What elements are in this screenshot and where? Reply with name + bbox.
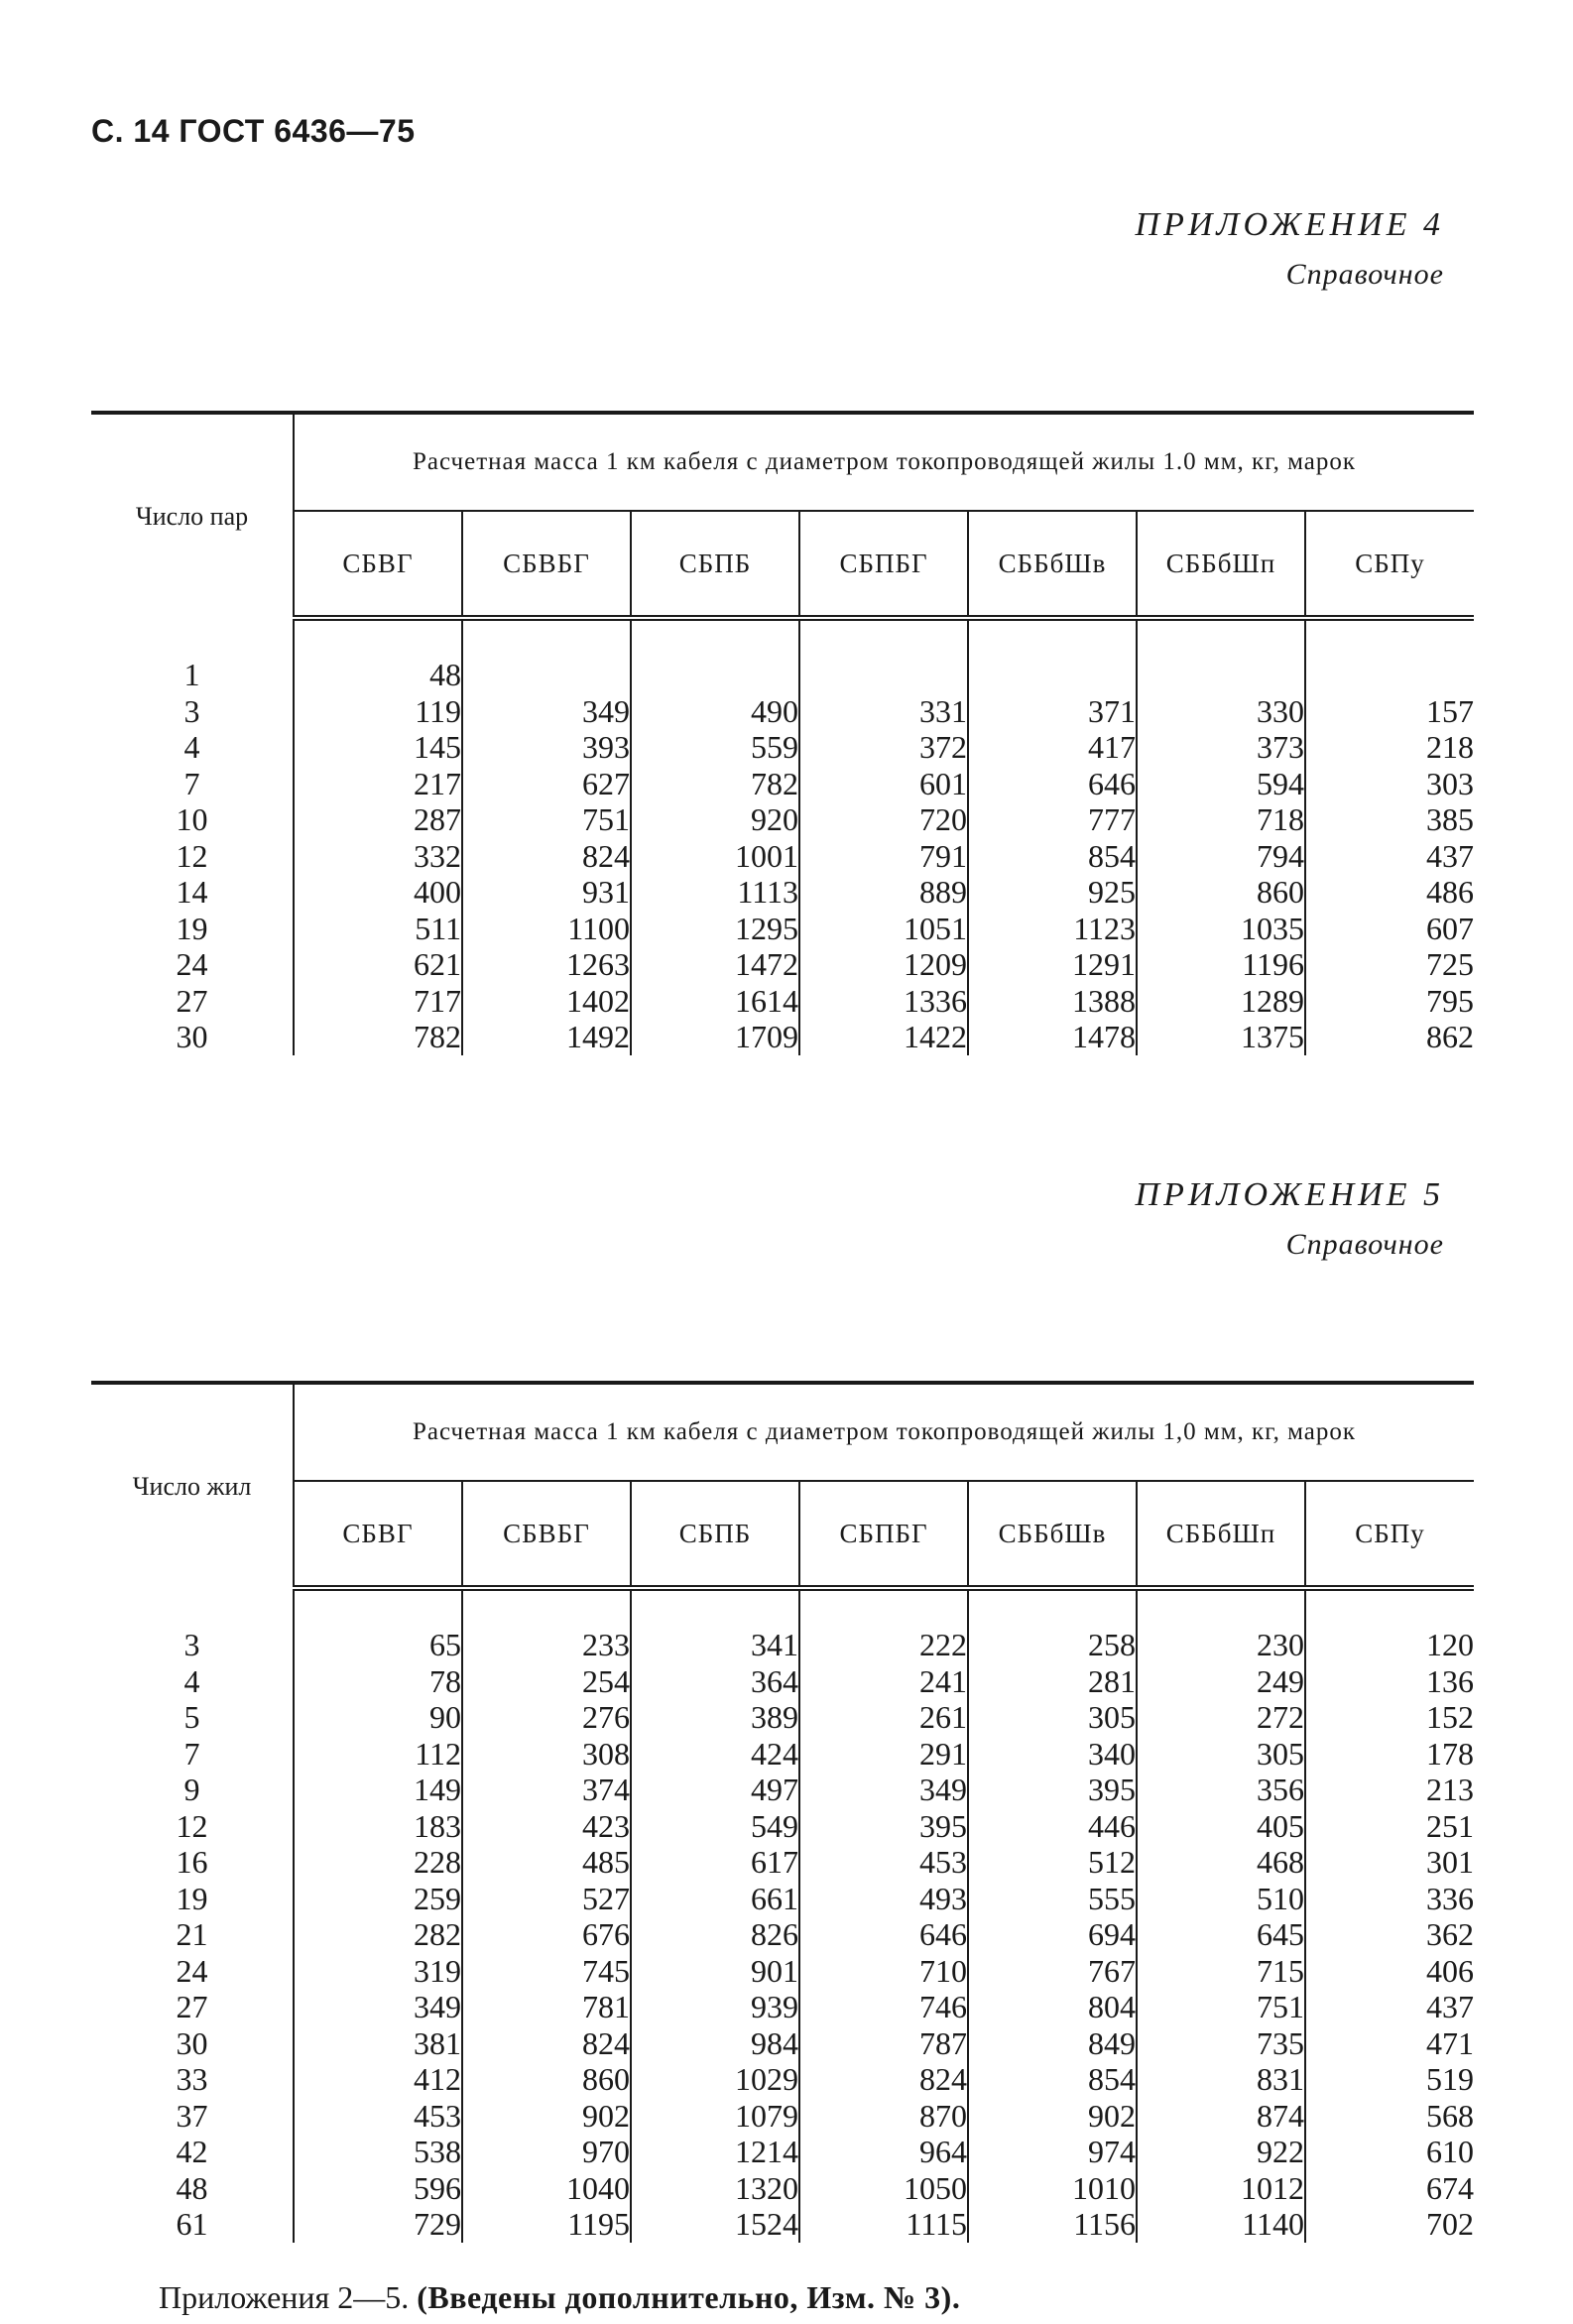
mass-cell: 922 bbox=[1137, 2134, 1305, 2170]
mass-cell: 555 bbox=[968, 1881, 1137, 1917]
mass-cell bbox=[631, 657, 799, 693]
mass-cell: 303 bbox=[1305, 766, 1474, 802]
table-row bbox=[91, 1844, 1474, 1881]
mass-cell: 272 bbox=[1137, 1699, 1305, 1736]
mass-cell: 218 bbox=[1305, 729, 1474, 766]
mass-cell: 824 bbox=[462, 2025, 631, 2062]
mass-cell: 1195 bbox=[462, 2206, 631, 2243]
appendix-5-table bbox=[91, 1381, 1474, 2243]
mass-cell: 676 bbox=[462, 1916, 631, 1953]
mass-cell bbox=[462, 657, 631, 693]
mass-cell: 152 bbox=[1305, 1699, 1474, 1736]
row-count-cell: 4 bbox=[183, 1662, 200, 1699]
mass-cell bbox=[1137, 657, 1305, 693]
mass-cell: 902 bbox=[968, 2098, 1137, 2135]
mass-cell: 782 bbox=[631, 766, 799, 802]
row-count-cell: 10 bbox=[176, 801, 208, 837]
mass-cell: 1388 bbox=[968, 983, 1137, 1020]
column-header: СББбШп bbox=[1137, 511, 1305, 618]
mass-cell: 400 bbox=[294, 874, 462, 911]
mass-cell: 395 bbox=[968, 1772, 1137, 1808]
mass-cell: 1472 bbox=[631, 946, 799, 983]
column-header: СБПБ bbox=[631, 1481, 799, 1588]
mass-cell: 276 bbox=[462, 1699, 631, 1736]
mass-cell: 694 bbox=[968, 1916, 1137, 1953]
mass-cell: 794 bbox=[1137, 838, 1305, 875]
mass-cell: 1336 bbox=[799, 983, 968, 1020]
mass-cell: 258 bbox=[968, 1627, 1137, 1663]
mass-cell: 1320 bbox=[631, 2170, 799, 2207]
row-count-cell: 5 bbox=[183, 1699, 200, 1735]
mass-cell: 319 bbox=[294, 1953, 462, 1990]
mass-cell: 1001 bbox=[631, 838, 799, 875]
mass-cell: 305 bbox=[1137, 1736, 1305, 1773]
mass-cell: 512 bbox=[968, 1844, 1137, 1881]
mass-cell: 183 bbox=[294, 1808, 462, 1845]
mass-cell: 437 bbox=[1305, 838, 1474, 875]
mass-group-header: Расчетная масса 1 км кабеля с диаметром токопроводящей жилы 1.0 мм, кг, марок bbox=[294, 413, 1474, 511]
mass-cell: 423 bbox=[462, 1808, 631, 1845]
mass-cell: 854 bbox=[968, 838, 1137, 875]
table-row bbox=[91, 2098, 1474, 2135]
mass-cell: 485 bbox=[462, 1844, 631, 1881]
mass-cell: 617 bbox=[631, 1844, 799, 1881]
mass-cell: 735 bbox=[1137, 2025, 1305, 2062]
mass-cell: 362 bbox=[1305, 1916, 1474, 1953]
mass-cell: 1040 bbox=[462, 2170, 631, 2207]
mass-cell: 1492 bbox=[462, 1019, 631, 1055]
table-row bbox=[91, 657, 1474, 693]
table-row bbox=[91, 766, 1474, 802]
column-header: СБВБГ bbox=[462, 511, 631, 618]
mass-group-header: Расчетная масса 1 км кабеля с диаметром токопроводящей жилы 1,0 мм, кг, марок bbox=[294, 1383, 1474, 1481]
mass-cell: 970 bbox=[462, 2134, 631, 2170]
mass-cell: 90 bbox=[294, 1699, 462, 1736]
table-row bbox=[91, 983, 1474, 1020]
mass-cell: 349 bbox=[799, 1772, 968, 1808]
mass-cell: 594 bbox=[1137, 766, 1305, 802]
mass-cell: 1209 bbox=[799, 946, 968, 983]
mass-cell: 112 bbox=[294, 1736, 462, 1773]
mass-cell: 336 bbox=[1305, 1881, 1474, 1917]
mass-cell: 453 bbox=[799, 1844, 968, 1881]
mass-cell: 157 bbox=[1305, 693, 1474, 730]
mass-cell: 610 bbox=[1305, 2134, 1474, 2170]
table-row bbox=[91, 1019, 1474, 1055]
mass-cell: 228 bbox=[294, 1844, 462, 1881]
row-count-cell: 24 bbox=[176, 1952, 208, 1989]
mass-cell: 920 bbox=[631, 801, 799, 838]
mass-cell: 48 bbox=[294, 657, 462, 693]
mass-cell: 627 bbox=[462, 766, 631, 802]
row-count-cell: 16 bbox=[176, 1844, 208, 1880]
mass-cell: 674 bbox=[1305, 2170, 1474, 2207]
column-header: СББбШв bbox=[968, 1481, 1137, 1588]
table-row bbox=[91, 693, 1474, 730]
table-row bbox=[91, 2025, 1474, 2062]
mass-cell: 1100 bbox=[462, 911, 631, 947]
mass-cell: 1295 bbox=[631, 911, 799, 947]
mass-cell: 862 bbox=[1305, 1019, 1474, 1055]
mass-cell: 549 bbox=[631, 1808, 799, 1845]
mass-cell: 1115 bbox=[799, 2206, 968, 2243]
appendix-4-title: ПРИЛОЖЕНИЕ 4 bbox=[1135, 206, 1444, 243]
mass-cell: 373 bbox=[1137, 729, 1305, 766]
mass-cell: 1478 bbox=[968, 1019, 1137, 1055]
table-row bbox=[91, 2170, 1474, 2207]
mass-cell: 559 bbox=[631, 729, 799, 766]
mass-cell: 281 bbox=[968, 1663, 1137, 1700]
table-row bbox=[91, 911, 1474, 947]
mass-cell: 601 bbox=[799, 766, 968, 802]
mass-cell: 1035 bbox=[1137, 911, 1305, 947]
appendix-4-subtitle: Справочное bbox=[1285, 258, 1444, 291]
table-row bbox=[91, 2206, 1474, 2243]
mass-cell: 621 bbox=[294, 946, 462, 983]
mass-cell: 1214 bbox=[631, 2134, 799, 2170]
column-header: СББбШв bbox=[968, 511, 1137, 618]
mass-cell: 901 bbox=[631, 1953, 799, 1990]
table-row bbox=[91, 946, 1474, 983]
mass-cell: 389 bbox=[631, 1699, 799, 1736]
mass-cell: 902 bbox=[462, 2098, 631, 2135]
mass-cell: 332 bbox=[294, 838, 462, 875]
mass-cell: 308 bbox=[462, 1736, 631, 1773]
table-row bbox=[91, 1699, 1474, 1736]
mass-cell: 538 bbox=[294, 2134, 462, 2170]
row-count-cell: 12 bbox=[176, 837, 208, 874]
mass-cell: 1709 bbox=[631, 1019, 799, 1055]
mass-cell: 1010 bbox=[968, 2170, 1137, 2207]
table-row bbox=[91, 1663, 1474, 1700]
table-row bbox=[91, 1916, 1474, 1953]
mass-cell: 497 bbox=[631, 1772, 799, 1808]
mass-cell: 251 bbox=[1305, 1808, 1474, 1845]
column-header: СБПБГ bbox=[799, 1481, 968, 1588]
mass-cell: 356 bbox=[1137, 1772, 1305, 1808]
mass-cell: 381 bbox=[294, 2025, 462, 2062]
mass-cell: 330 bbox=[1137, 693, 1305, 730]
table-row bbox=[91, 1627, 1474, 1663]
mass-cell: 119 bbox=[294, 693, 462, 730]
table-row bbox=[91, 801, 1474, 838]
column-header: СБВГ bbox=[294, 511, 462, 618]
mass-cell: 331 bbox=[799, 693, 968, 730]
table-row bbox=[91, 2061, 1474, 2098]
mass-cell: 824 bbox=[799, 2061, 968, 2098]
mass-cell: 453 bbox=[294, 2098, 462, 2135]
mass-cell: 1051 bbox=[799, 911, 968, 947]
mass-cell: 596 bbox=[294, 2170, 462, 2207]
mass-cell: 78 bbox=[294, 1663, 462, 1700]
mass-cell: 1079 bbox=[631, 2098, 799, 2135]
mass-cell: 854 bbox=[968, 2061, 1137, 2098]
mass-cell: 860 bbox=[462, 2061, 631, 2098]
column-header: СБВБГ bbox=[462, 1481, 631, 1588]
mass-cell: 145 bbox=[294, 729, 462, 766]
table-row bbox=[91, 1736, 1474, 1773]
mass-cell: 1113 bbox=[631, 874, 799, 911]
footnote bbox=[159, 2279, 960, 2316]
mass-cell: 725 bbox=[1305, 946, 1474, 983]
row-count-cell: 27 bbox=[176, 982, 208, 1019]
table-row bbox=[91, 1808, 1474, 1845]
mass-cell: 746 bbox=[799, 1989, 968, 2025]
mass-cell: 718 bbox=[1137, 801, 1305, 838]
row-count-cell: 7 bbox=[183, 1735, 200, 1772]
row-count-cell: 19 bbox=[176, 910, 208, 946]
column-header: СБПу bbox=[1305, 511, 1474, 618]
mass-cell: 751 bbox=[1137, 1989, 1305, 2025]
mass-cell: 254 bbox=[462, 1663, 631, 1700]
mass-cell: 291 bbox=[799, 1736, 968, 1773]
mass-cell: 1156 bbox=[968, 2206, 1137, 2243]
mass-cell: 65 bbox=[294, 1627, 462, 1663]
mass-cell: 249 bbox=[1137, 1663, 1305, 1700]
mass-cell: 1422 bbox=[799, 1019, 968, 1055]
mass-cell: 233 bbox=[462, 1627, 631, 1663]
appendix-4-table-body bbox=[91, 618, 1474, 1055]
appendix-5-table-body bbox=[91, 1588, 1474, 2243]
mass-cell: 241 bbox=[799, 1663, 968, 1700]
mass-cell: 222 bbox=[799, 1627, 968, 1663]
footnote-text: Приложения 2—5. bbox=[159, 2279, 410, 2315]
mass-cell: 372 bbox=[799, 729, 968, 766]
mass-cell: 261 bbox=[799, 1699, 968, 1736]
mass-cell: 374 bbox=[462, 1772, 631, 1808]
mass-cell: 305 bbox=[968, 1699, 1137, 1736]
mass-cell: 364 bbox=[631, 1663, 799, 1700]
row-count-cell: 3 bbox=[183, 1627, 200, 1662]
mass-cell: 745 bbox=[462, 1953, 631, 1990]
mass-cell: 826 bbox=[631, 1916, 799, 1953]
mass-cell: 493 bbox=[799, 1881, 968, 1917]
mass-cell: 974 bbox=[968, 2134, 1137, 2170]
mass-cell: 964 bbox=[799, 2134, 968, 2170]
mass-cell: 925 bbox=[968, 874, 1137, 911]
mass-cell: 149 bbox=[294, 1772, 462, 1808]
mass-cell: 860 bbox=[1137, 874, 1305, 911]
mass-cell: 417 bbox=[968, 729, 1137, 766]
row-count-cell: 3 bbox=[183, 692, 200, 729]
row-count-cell: 24 bbox=[176, 946, 208, 982]
mass-cell: 349 bbox=[294, 1989, 462, 2025]
mass-cell: 646 bbox=[799, 1916, 968, 1953]
mass-cell: 385 bbox=[1305, 801, 1474, 838]
mass-cell: 424 bbox=[631, 1736, 799, 1773]
mass-cell: 787 bbox=[799, 2025, 968, 2062]
appendix-5-subtitle: Справочное bbox=[1285, 1228, 1444, 1261]
appendix-5-table-block bbox=[91, 1381, 1474, 2243]
mass-cell: 1289 bbox=[1137, 983, 1305, 1020]
mass-cell: 301 bbox=[1305, 1844, 1474, 1881]
footnote-amendment: (Введены дополнительно, Изм. № 3). bbox=[417, 2279, 961, 2315]
mass-cell: 519 bbox=[1305, 2061, 1474, 2098]
mass-cell: 939 bbox=[631, 1989, 799, 2025]
mass-cell: 349 bbox=[462, 693, 631, 730]
mass-cell: 791 bbox=[799, 838, 968, 875]
mass-cell: 782 bbox=[294, 1019, 462, 1055]
mass-cell: 645 bbox=[1137, 1916, 1305, 1953]
appendix-5-title: ПРИЛОЖЕНИЕ 5 bbox=[1135, 1176, 1444, 1213]
row-count-cell: 21 bbox=[176, 1916, 208, 1952]
appendix-4-table-block bbox=[91, 411, 1474, 1055]
mass-cell: 471 bbox=[1305, 2025, 1474, 2062]
row-count-cell: 1 bbox=[183, 657, 200, 692]
mass-cell: 1375 bbox=[1137, 1019, 1305, 1055]
mass-cell: 510 bbox=[1137, 1881, 1305, 1917]
mass-cell: 984 bbox=[631, 2025, 799, 2062]
mass-cell: 412 bbox=[294, 2061, 462, 2098]
mass-cell: 661 bbox=[631, 1881, 799, 1917]
mass-cell: 136 bbox=[1305, 1663, 1474, 1700]
mass-cell: 849 bbox=[968, 2025, 1137, 2062]
page-header: С. 14 ГОСТ 6436—75 bbox=[91, 113, 416, 149]
mass-cell: 729 bbox=[294, 2206, 462, 2243]
row-count-cell: 27 bbox=[176, 1989, 208, 2024]
table-row bbox=[91, 1772, 1474, 1808]
row-count-cell: 37 bbox=[176, 2097, 208, 2134]
mass-cell: 1012 bbox=[1137, 2170, 1305, 2207]
mass-cell: 710 bbox=[799, 1953, 968, 1990]
row-count-cell: 4 bbox=[183, 729, 200, 765]
row-count-cell: 14 bbox=[176, 874, 208, 910]
mass-cell: 607 bbox=[1305, 911, 1474, 947]
table-row bbox=[91, 729, 1474, 766]
mass-cell: 767 bbox=[968, 1953, 1137, 1990]
mass-cell: 468 bbox=[1137, 1844, 1305, 1881]
row-count-cell: 30 bbox=[176, 2024, 208, 2061]
row-count-cell: 12 bbox=[176, 1807, 208, 1844]
row-count-cell: 42 bbox=[176, 2134, 208, 2169]
appendix-4-table bbox=[91, 411, 1474, 1055]
appendix-5-heading bbox=[1136, 1176, 1444, 1262]
column-header: СБПу bbox=[1305, 1481, 1474, 1588]
table-row bbox=[91, 2134, 1474, 2170]
column-header: СББбШп bbox=[1137, 1481, 1305, 1588]
row-count-cell: 30 bbox=[176, 1019, 208, 1054]
table-row bbox=[91, 874, 1474, 911]
row-count-cell: 33 bbox=[176, 2061, 208, 2097]
column-header: СБПБ bbox=[631, 511, 799, 618]
mass-cell: 486 bbox=[1305, 874, 1474, 911]
mass-cell: 527 bbox=[462, 1881, 631, 1917]
mass-cell: 230 bbox=[1137, 1627, 1305, 1663]
mass-cell: 395 bbox=[799, 1808, 968, 1845]
mass-cell: 781 bbox=[462, 1989, 631, 2025]
row-count-cell: 48 bbox=[176, 2169, 208, 2206]
mass-cell: 824 bbox=[462, 838, 631, 875]
mass-cell: 715 bbox=[1137, 1953, 1305, 1990]
mass-cell: 178 bbox=[1305, 1736, 1474, 1773]
mass-cell: 341 bbox=[631, 1627, 799, 1663]
mass-cell: 1029 bbox=[631, 2061, 799, 2098]
column-header: СБПБГ bbox=[799, 511, 968, 618]
row-count-cell: 9 bbox=[183, 1772, 200, 1807]
column-header: СБВГ bbox=[294, 1481, 462, 1588]
mass-cell: 1614 bbox=[631, 983, 799, 1020]
mass-cell: 1196 bbox=[1137, 946, 1305, 983]
mass-cell: 1263 bbox=[462, 946, 631, 983]
mass-cell bbox=[1305, 657, 1474, 693]
mass-cell: 804 bbox=[968, 1989, 1137, 2025]
mass-cell: 405 bbox=[1137, 1808, 1305, 1845]
mass-cell: 1140 bbox=[1137, 2206, 1305, 2243]
mass-cell: 393 bbox=[462, 729, 631, 766]
mass-cell: 446 bbox=[968, 1808, 1137, 1845]
mass-cell: 751 bbox=[462, 801, 631, 838]
mass-cell: 259 bbox=[294, 1881, 462, 1917]
row-count-cell: 19 bbox=[176, 1880, 208, 1916]
count-column-header: Число жил bbox=[132, 1471, 252, 1501]
table-row bbox=[91, 1953, 1474, 1990]
mass-cell: 213 bbox=[1305, 1772, 1474, 1808]
mass-cell: 371 bbox=[968, 693, 1137, 730]
mass-cell: 511 bbox=[294, 911, 462, 947]
mass-cell bbox=[799, 657, 968, 693]
mass-cell: 568 bbox=[1305, 2098, 1474, 2135]
mass-cell: 1123 bbox=[968, 911, 1137, 947]
row-count-cell: 61 bbox=[176, 2206, 208, 2242]
mass-cell: 437 bbox=[1305, 1989, 1474, 2025]
mass-cell: 720 bbox=[799, 801, 968, 838]
mass-cell: 340 bbox=[968, 1736, 1137, 1773]
table-row bbox=[91, 838, 1474, 875]
mass-cell: 1050 bbox=[799, 2170, 968, 2207]
mass-cell: 717 bbox=[294, 983, 462, 1020]
mass-cell: 406 bbox=[1305, 1953, 1474, 1990]
mass-cell: 702 bbox=[1305, 2206, 1474, 2243]
mass-cell bbox=[968, 657, 1137, 693]
mass-cell: 777 bbox=[968, 801, 1137, 838]
mass-cell: 874 bbox=[1137, 2098, 1305, 2135]
mass-cell: 217 bbox=[294, 766, 462, 802]
appendix-4-heading bbox=[1136, 206, 1444, 292]
mass-cell: 1402 bbox=[462, 983, 631, 1020]
mass-cell: 490 bbox=[631, 693, 799, 730]
mass-cell: 287 bbox=[294, 801, 462, 838]
mass-cell: 1524 bbox=[631, 2206, 799, 2243]
mass-cell: 795 bbox=[1305, 983, 1474, 1020]
row-count-cell: 7 bbox=[183, 765, 200, 801]
mass-cell: 831 bbox=[1137, 2061, 1305, 2098]
table-row bbox=[91, 1989, 1474, 2025]
count-column-header: Число пар bbox=[135, 501, 249, 531]
mass-cell: 646 bbox=[968, 766, 1137, 802]
mass-cell: 889 bbox=[799, 874, 968, 911]
mass-cell: 120 bbox=[1305, 1627, 1474, 1663]
mass-cell: 931 bbox=[462, 874, 631, 911]
mass-cell: 870 bbox=[799, 2098, 968, 2135]
mass-cell: 282 bbox=[294, 1916, 462, 1953]
table-row bbox=[91, 1881, 1474, 1917]
mass-cell: 1291 bbox=[968, 946, 1137, 983]
